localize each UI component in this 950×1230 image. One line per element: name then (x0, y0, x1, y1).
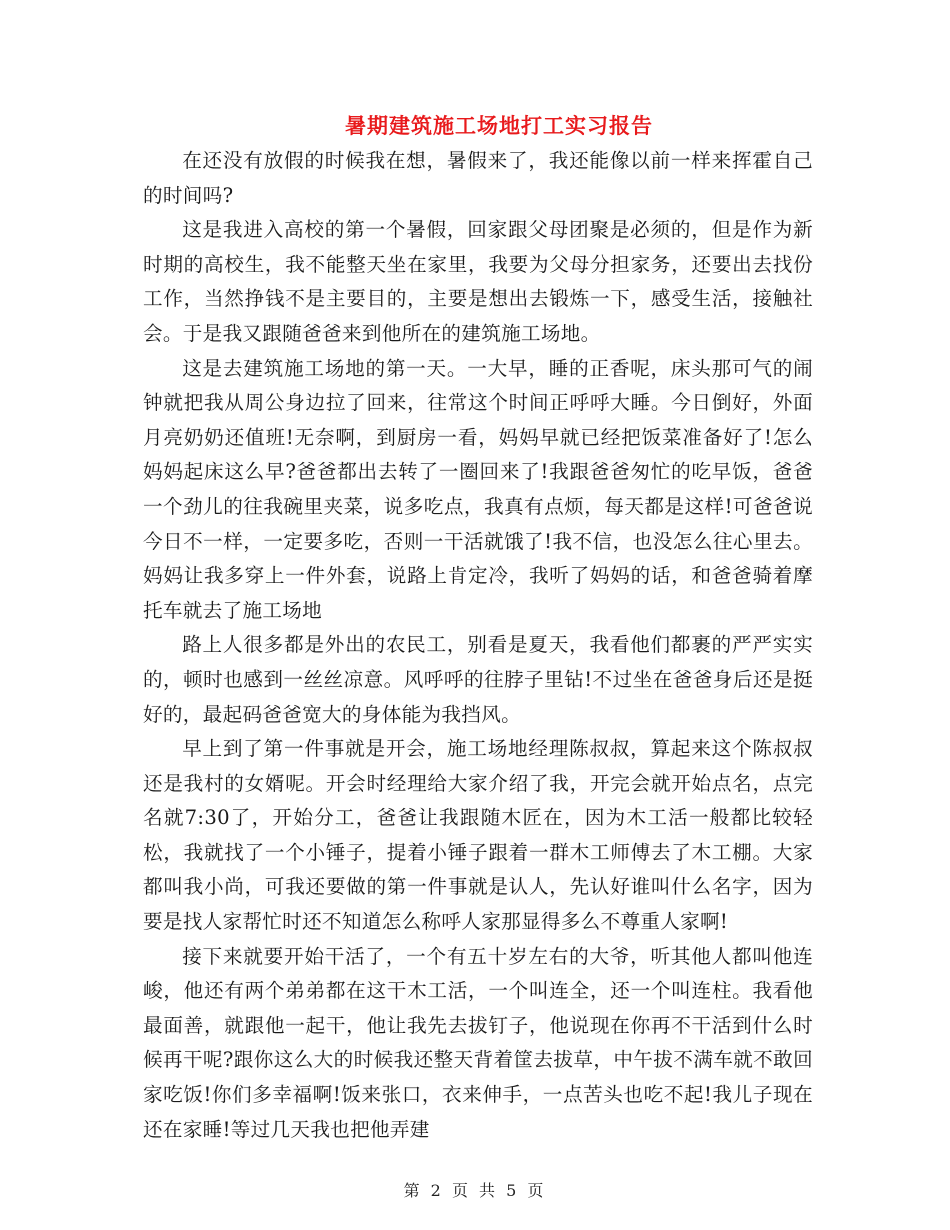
paragraph: 路上人很多都是外出的农民工，别看是夏天，我看他们都裹的严严实实的，顿时也感到一丝丝凉意。风呼呼的往脖子里钻!不过坐在爸爸身后还是挺好的，最起码爸爸宽大的身体能为我挡风。 (143, 633, 813, 726)
page-number-footer: 第 2 页 共 5 页 (403, 1181, 547, 1200)
paragraph: 在还没有放假的时候我在想，暑假来了，我还能像以前一样来挥霍自己的时间吗? (143, 149, 813, 207)
paragraph: 早上到了第一件事就是开会，施工场地经理陈叔叔，算起来这个陈叔叔还是我村的女婿呢。开会时经理给大家介绍了我，开完会就开始点名，点完名就7:30了，开始分工，爸爸让我跟随木匠在，因为木工活一般都比较轻松，我就找了一个小锤子，提着小锤子跟着一群木工师傅去了木工棚。大家都叫我小尚，可我还要做的第一件事就是认人，先认好谁叫什么名字，因为要是找人家帮忙时还不知道怎么称呼人家那显得多么不尊重人家啊! (143, 737, 813, 934)
document-body (143, 144, 813, 1147)
paragraph: 这是我进入高校的第一个暑假，回家跟父母团聚是必须的，但是作为新时期的高校生，我不能整天坐在家里，我要为父母分担家务，还要出去找份工作，当然挣钱不是主要目的，主要是想出去锻炼一下，感受生活，接触社会。于是我又跟随爸爸来到他所在的建筑施工场地。 (143, 218, 813, 345)
paragraph: 接下来就要开始干活了，一个有五十岁左右的大爷，听其他人都叫他连峻，他还有两个弟弟都在这干木工活，一个叫连全，还一个叫连柱。我看他最面善，就跟他一起干，他让我先去拔钉子，他说现在你再不干活到什么时候再干呢?跟你这么大的时候我还整天背着筐去拔草，中午拔不满车就不敢回家吃饭!你们多幸福啊!饭来张口，衣来伸手，一点苦头也吃不起!我儿子现在还在家睡!等过几天我也把他弄建 (143, 944, 813, 1141)
document-title: 暑期建筑施工场地打工实习报告 (345, 114, 653, 138)
paragraph: 这是去建筑施工场地的第一天。一大早，睡的正香呢，床头那可气的闹钟就把我从周公身边拉了回来，往常这个时间正呼呼大睡。今日倒好，外面月亮奶奶还值班!无奈啊，到厨房一看，妈妈早就已经把饭菜准备好了!怎么妈妈起床这么早?爸爸都出去转了一圈回来了!我跟爸爸匆忙的吃早饭，爸爸一个劲儿的往我碗里夹菜，说多吃点，我真有点烦，每天都是这样!可爸爸说今日不一样，一定要多吃，否则一干活就饿了!我不信，也没怎么往心里去。妈妈让我多穿上一件外套，说路上肯定冷，我听了妈妈的话，和爸爸骑着摩托车就去了施工场地 (143, 356, 813, 622)
